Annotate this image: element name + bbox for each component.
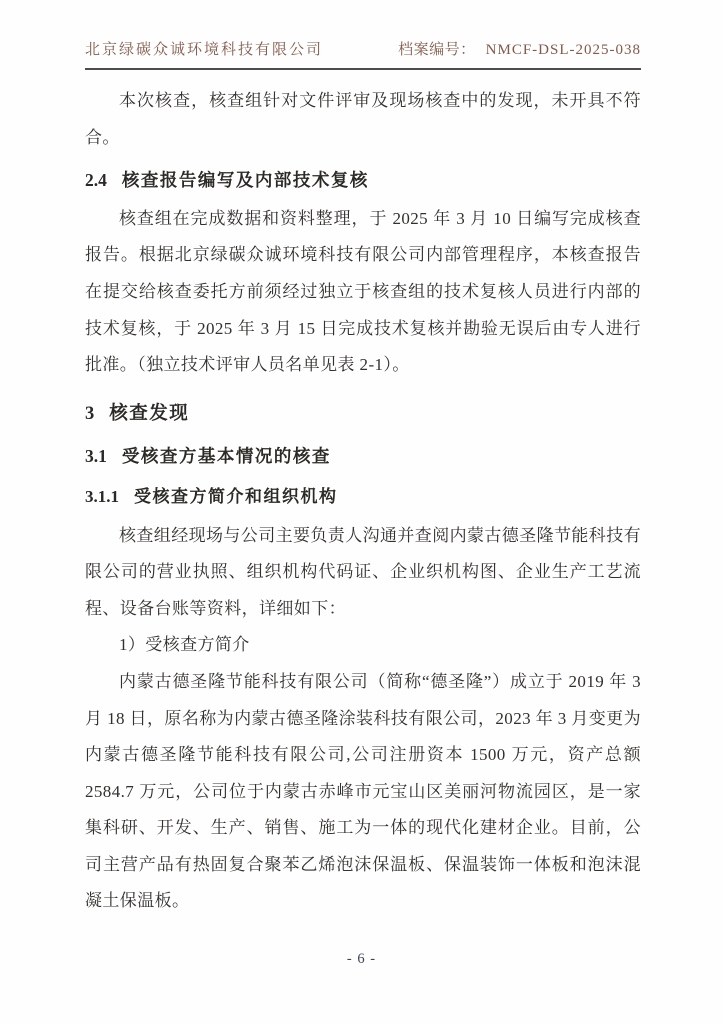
section-heading-3 (85, 396, 641, 433)
paragraph-org-review: 核查组经现场与公司主要负责人沟通并查阅内蒙古德圣隆节能科技有限公司的营业执照、组织机构代码证、企业织机构图、企业生产工艺流程、设备台账等资料，详细如下： (85, 525, 641, 618)
page-number: - 6 - (346, 951, 377, 967)
archive-label: 档案编号： (398, 42, 476, 58)
heading-number: 3.1.1 (85, 486, 119, 506)
heading-title: 受核查方基本情况的核查 (121, 446, 331, 467)
header-company-name: 北京绿碳众诚环境科技有限公司 (85, 42, 324, 58)
paragraph-intro: 本次核查，核查组针对文件评审及现场核查中的发现，未开具不符合。 (85, 91, 641, 147)
paragraph-report-writing: 核查组在完成数据和资料整理，于 2025 年 3 月 10 日编写完成核查报告。根据北京绿碳众诚环境科技有限公司内部管理程序，本核查报告在提交给核查委托方前须经过独立于核查组的技术复核人员进行内部的技术复核，于 2025 年 3 月 15 日完成技术复核并勘验无误后由专人进行批准。（独立技术评审人员名单见表 2-1）。 (85, 208, 641, 375)
heading-number: 2.4 (85, 170, 107, 191)
heading-title: 受核查方简介和组织机构 (134, 486, 338, 506)
heading-number: 3 (85, 403, 95, 424)
heading-number: 3.1 (85, 446, 107, 467)
archive-value: NMCF-DSL-2025-038 (485, 42, 641, 58)
heading-title: 核查发现 (109, 403, 190, 424)
heading-title: 核查报告编写及内部技术复核 (121, 170, 369, 191)
header-archive-number (398, 38, 641, 59)
section-heading-2-4 (85, 162, 641, 199)
page-header (85, 38, 641, 70)
section-heading-3-1-1 (85, 479, 641, 516)
section-heading-3-1 (85, 438, 641, 475)
list-item-company-intro: 1）受核查方简介 (119, 635, 250, 655)
paragraph-company-profile: 内蒙古德圣隆节能科技有限公司（简称“德圣隆”）成立于 2019 年 3 月 18 日，原名称为内蒙古德圣隆涂装科技有限公司，2023 年 3 月变更为内蒙古德圣隆节能科技有限公司,公司注册资本 1500 万元，资产总额 2584.7 万元，公司位于内蒙古赤峰市元宝山区美丽河物流园区，是一家集科研、开发、生产、销售、施工为一体的现代化建材企业。目前，公司主营产品有热固复合聚苯乙烯泡沫保温板、保温装饰一体板和泡沫混凝土保温板。 (85, 671, 641, 911)
document-body (85, 83, 641, 920)
